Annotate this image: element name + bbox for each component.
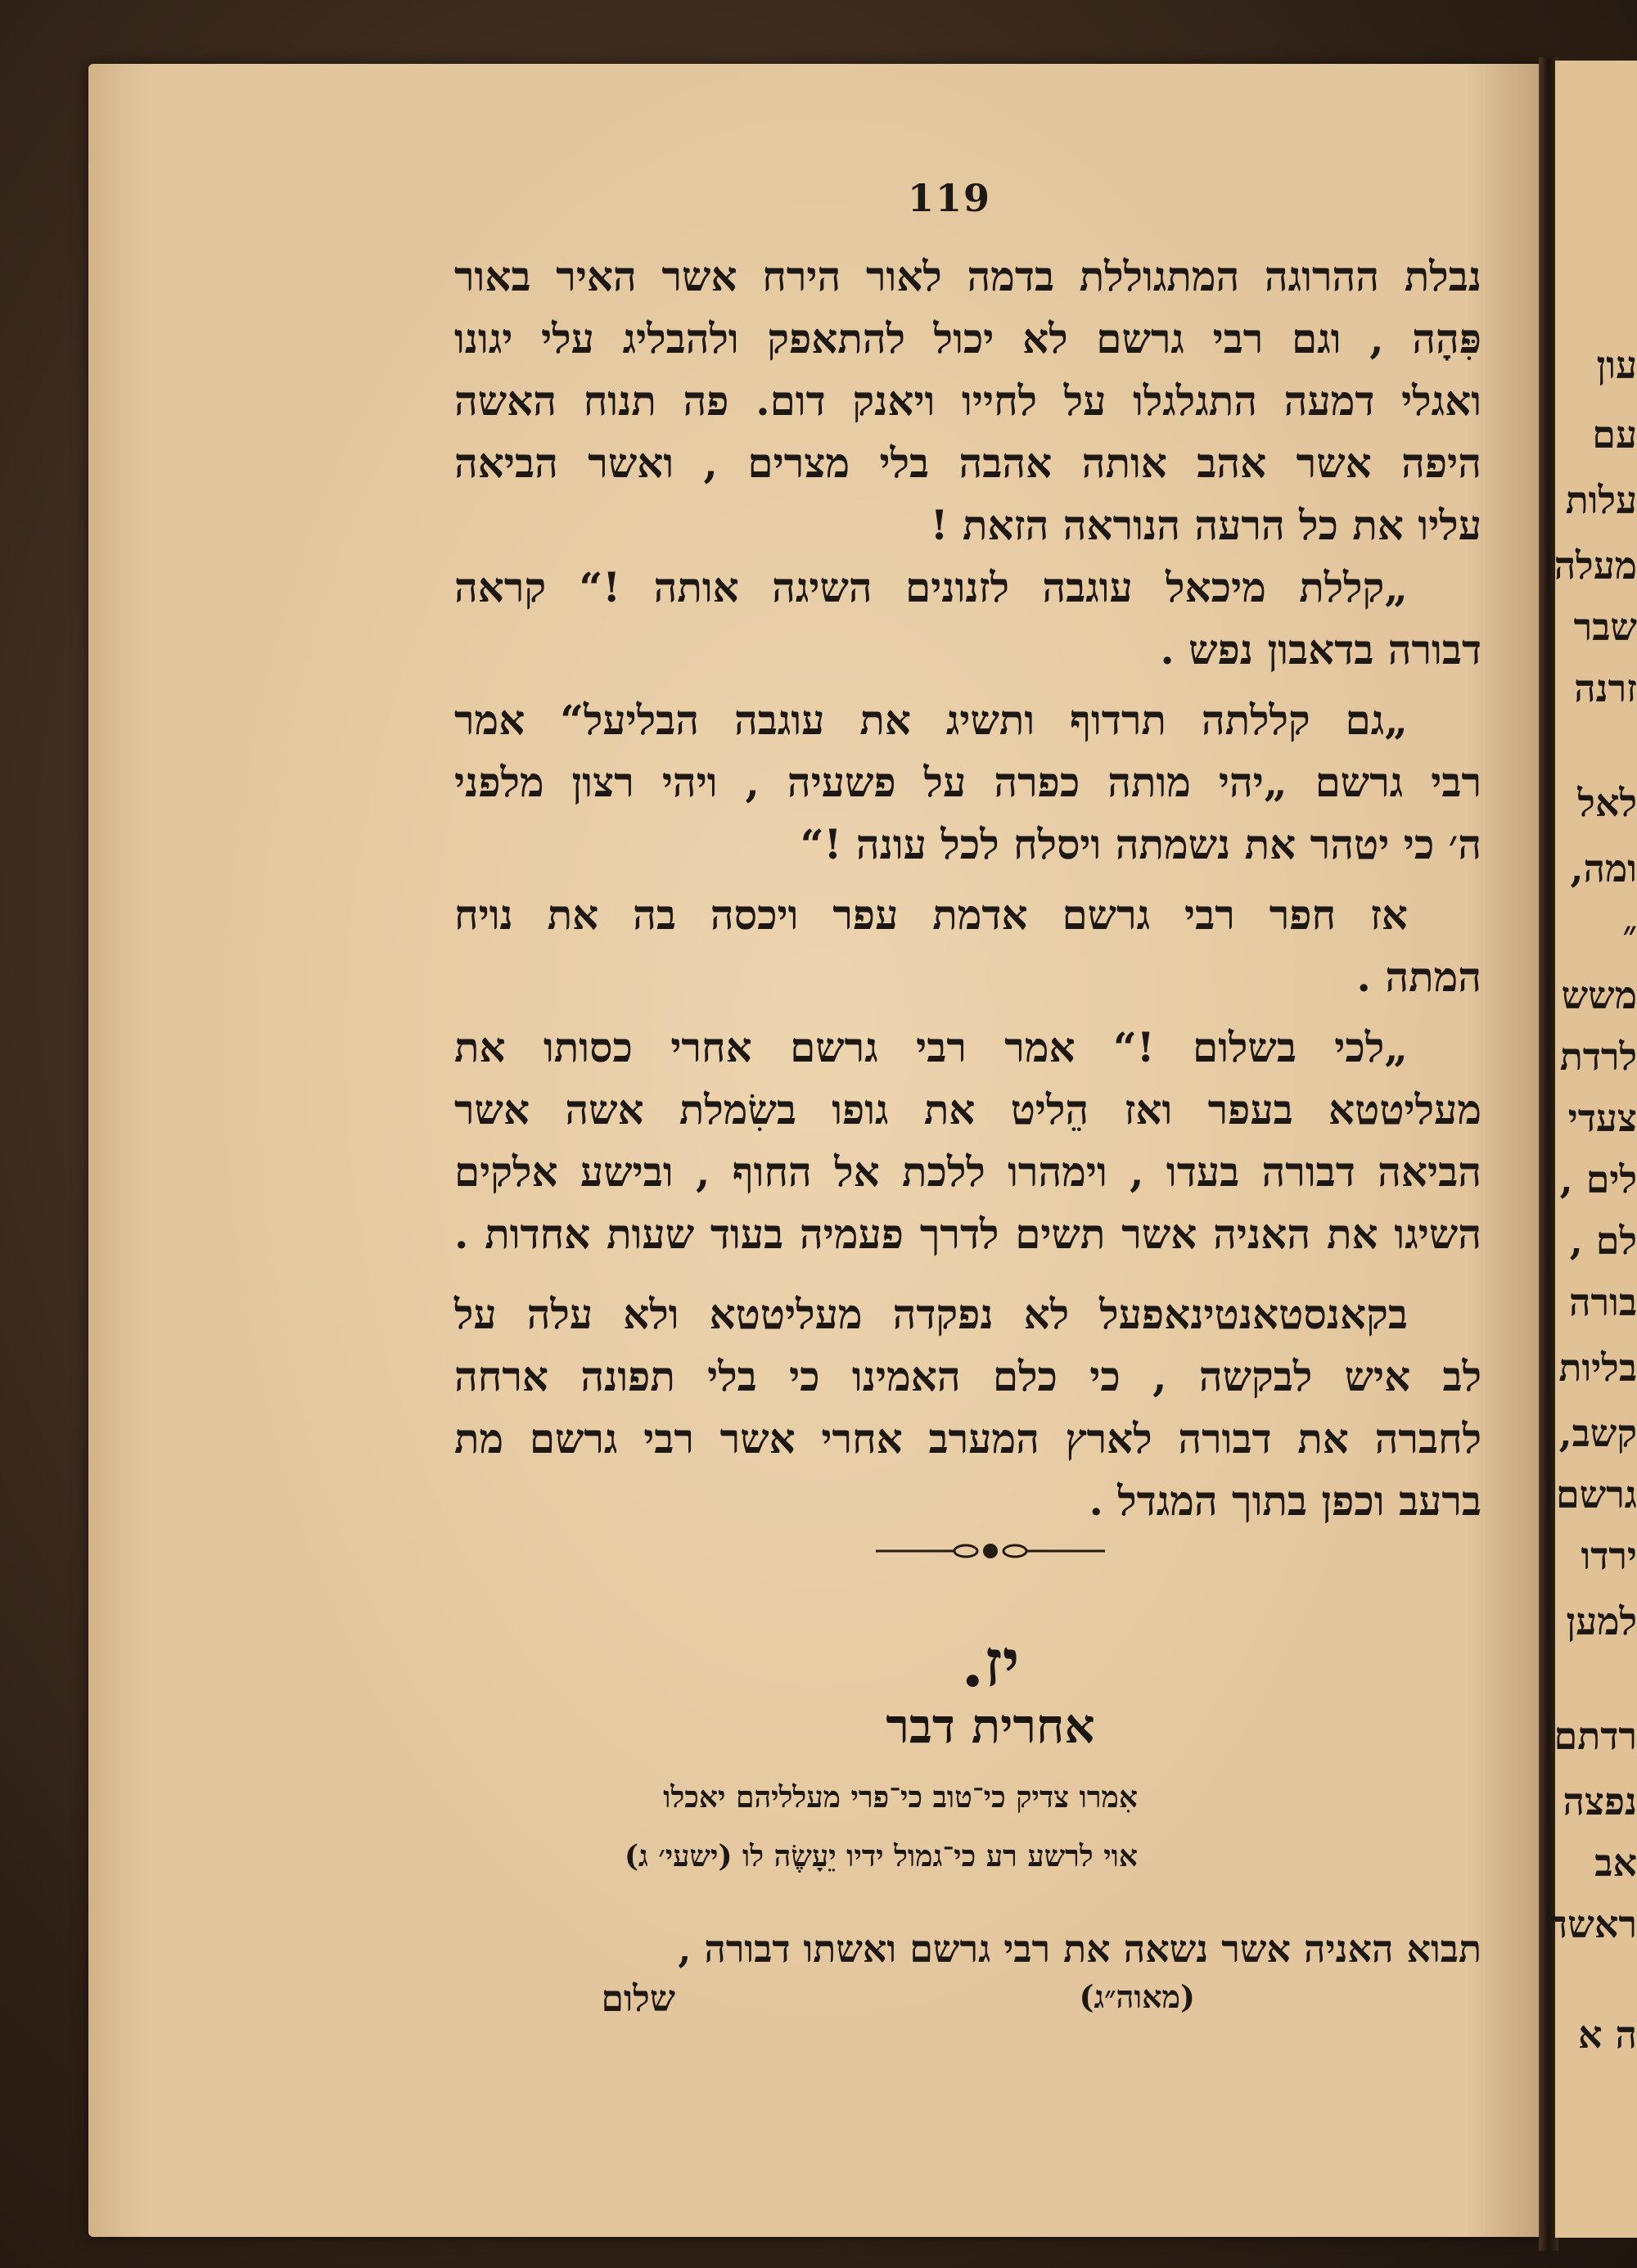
adjacent-page-fragment: אב (1594, 1841, 1637, 1885)
paragraph (454, 557, 1481, 681)
closing-shalom: שלום (601, 1978, 675, 2020)
page-number: 119 (907, 176, 992, 220)
closing-acronym: (מאוה״ג) (1079, 1978, 1195, 2015)
adjacent-page-fragment: ומה, (1570, 846, 1637, 891)
text-line: היפה אשר אהב אותה אהבה בלי מצרים , ואשר הביאה (454, 439, 1481, 487)
text-line: השיגו את האניה אשר תשים לדרך פעמיה בעוד שעות אחדות . (454, 1210, 1481, 1258)
adjacent-page-fragment: צעדי (1567, 1096, 1637, 1140)
paragraph (454, 246, 1481, 557)
text-line: לחברה את דבורה לארץ המערב אחרי אשר רבי גרשם מת (454, 1414, 1481, 1463)
chapter-number: יז. (961, 1625, 1020, 1702)
text-line: אז חפר רבי גרשם אדמת עפר ויכסה בה את נויח (454, 891, 1408, 939)
text-line: „גם קללתה תרדוף ותשיג את עוגבה הבליעל“ אמר (454, 696, 1408, 744)
closing-signoff (458, 1978, 1481, 2027)
text-line: רבי גרשם „יהי מותה כפרה על פשעיה , ויהי רצון מלפני (454, 758, 1481, 806)
adjacent-page-fragment: לרדת (1559, 1035, 1637, 1079)
text-line: לב איש לבקשה , כי כלם האמינו כי בלי תפונה ארחה (454, 1352, 1481, 1400)
text-line: בקאנסטאנטינאפעל לא נפקדה מעליטטא ולא עלה על (454, 1290, 1408, 1338)
ornament-divider (876, 1539, 1105, 1563)
epigraph-line: אוי לרשע רע כי־גמול ידיו יֵעָשֶׂה לו (ישעי׳ ג) (624, 1839, 1138, 1873)
text-line: פִּהָה , וגם רבי גרשם לא יכול להתאפק ולהבליג עלי יגונו (454, 314, 1481, 363)
paragraph (454, 1017, 1481, 1265)
closing-line: תבוא האניה אשר נשאה את רבי גרשם ואשתו דבורה , (678, 1927, 1481, 1971)
adjacent-page-fragment: רדתם (1554, 1714, 1637, 1758)
chapter-title: אחרית דבר (886, 1698, 1095, 1754)
adjacent-page-fragment: לאל (1577, 781, 1637, 825)
text-line: המתה . (1356, 953, 1481, 1001)
adjacent-page-fragment: קשב, (1558, 1411, 1637, 1455)
closing-section (458, 1919, 1481, 2027)
adjacent-page-fragment: עלות (1565, 478, 1637, 522)
epigraph-line: אִמרו צדיק כי־טוב כי־פרי מעלליהם יאכלו (663, 1780, 1138, 1815)
text-line: עליו את כל הרעה הנוראה הזאת ! (930, 501, 1481, 549)
adjacent-page-fragment: שבר (1573, 605, 1637, 649)
adjacent-page-fragment: גרשם (1555, 1472, 1637, 1517)
text-line: „לכי בשלום !“ אמר רבי גרשם אחרי כסותו את (454, 1023, 1408, 1071)
adjacent-page-fragment: למען (1566, 1599, 1637, 1644)
adjacent-page-fragment: עם (1592, 413, 1637, 457)
adjacent-page-fragment: ״ (1622, 912, 1637, 956)
paragraph (454, 689, 1481, 876)
text-line: נבלת ההרוגה המתגוללת בדמה לאור הירח אשר האיר באור (454, 252, 1481, 300)
text-line: מעליטטא בעפר ואז הֵליט את גופו בשִׂמלת אשה אשר (454, 1085, 1481, 1134)
text-line: הביאה דבורה בעדו , וימהרו ללכת אל החוף , ובישע אלקים (454, 1148, 1481, 1196)
adjacent-page-fragment: בליות (1558, 1346, 1637, 1390)
adjacent-page-fragment: ה א (1577, 2013, 1637, 2057)
paragraph (454, 1283, 1481, 1532)
adjacent-page-fragment: ירדו (1581, 1534, 1637, 1578)
adjacent-page-fragment: בורה (1569, 1280, 1637, 1324)
adjacent-page-edge (1545, 61, 1637, 2238)
adjacent-page-fragment: לים , (1559, 1157, 1637, 1202)
adjacent-page-fragment: עון (1596, 343, 1637, 387)
adjacent-page-fragment: נפצה (1563, 1779, 1637, 1824)
adjacent-page-fragment: משש (1561, 973, 1637, 1017)
paragraph (454, 884, 1481, 1008)
text-line: דבורה בדאבון נפש . (1160, 625, 1481, 674)
text-line: „קללת מיכאל עוגבה לזנונים השיגה אותה !“ קראה (454, 563, 1408, 611)
adjacent-page-fragment: ראשה (1545, 1902, 1637, 1946)
adjacent-page-fragment: לם , (1569, 1219, 1637, 1263)
adjacent-page-fragment: זרנה (1574, 666, 1637, 710)
text-line: ואגלי דמעה התגלגלו על לחייו ויאנק דום. פה תנוח האשה (454, 376, 1481, 425)
epigraph (540, 1768, 1162, 1886)
text-line: ה׳ כי יטהר את נשמתה ויסלח לכל עונה !“ (800, 820, 1481, 868)
body-text (454, 246, 1481, 1532)
text-line: ברעב וכפן בתוך המגדל . (1089, 1477, 1481, 1525)
adjacent-page-fragment: מעלה (1554, 543, 1637, 588)
